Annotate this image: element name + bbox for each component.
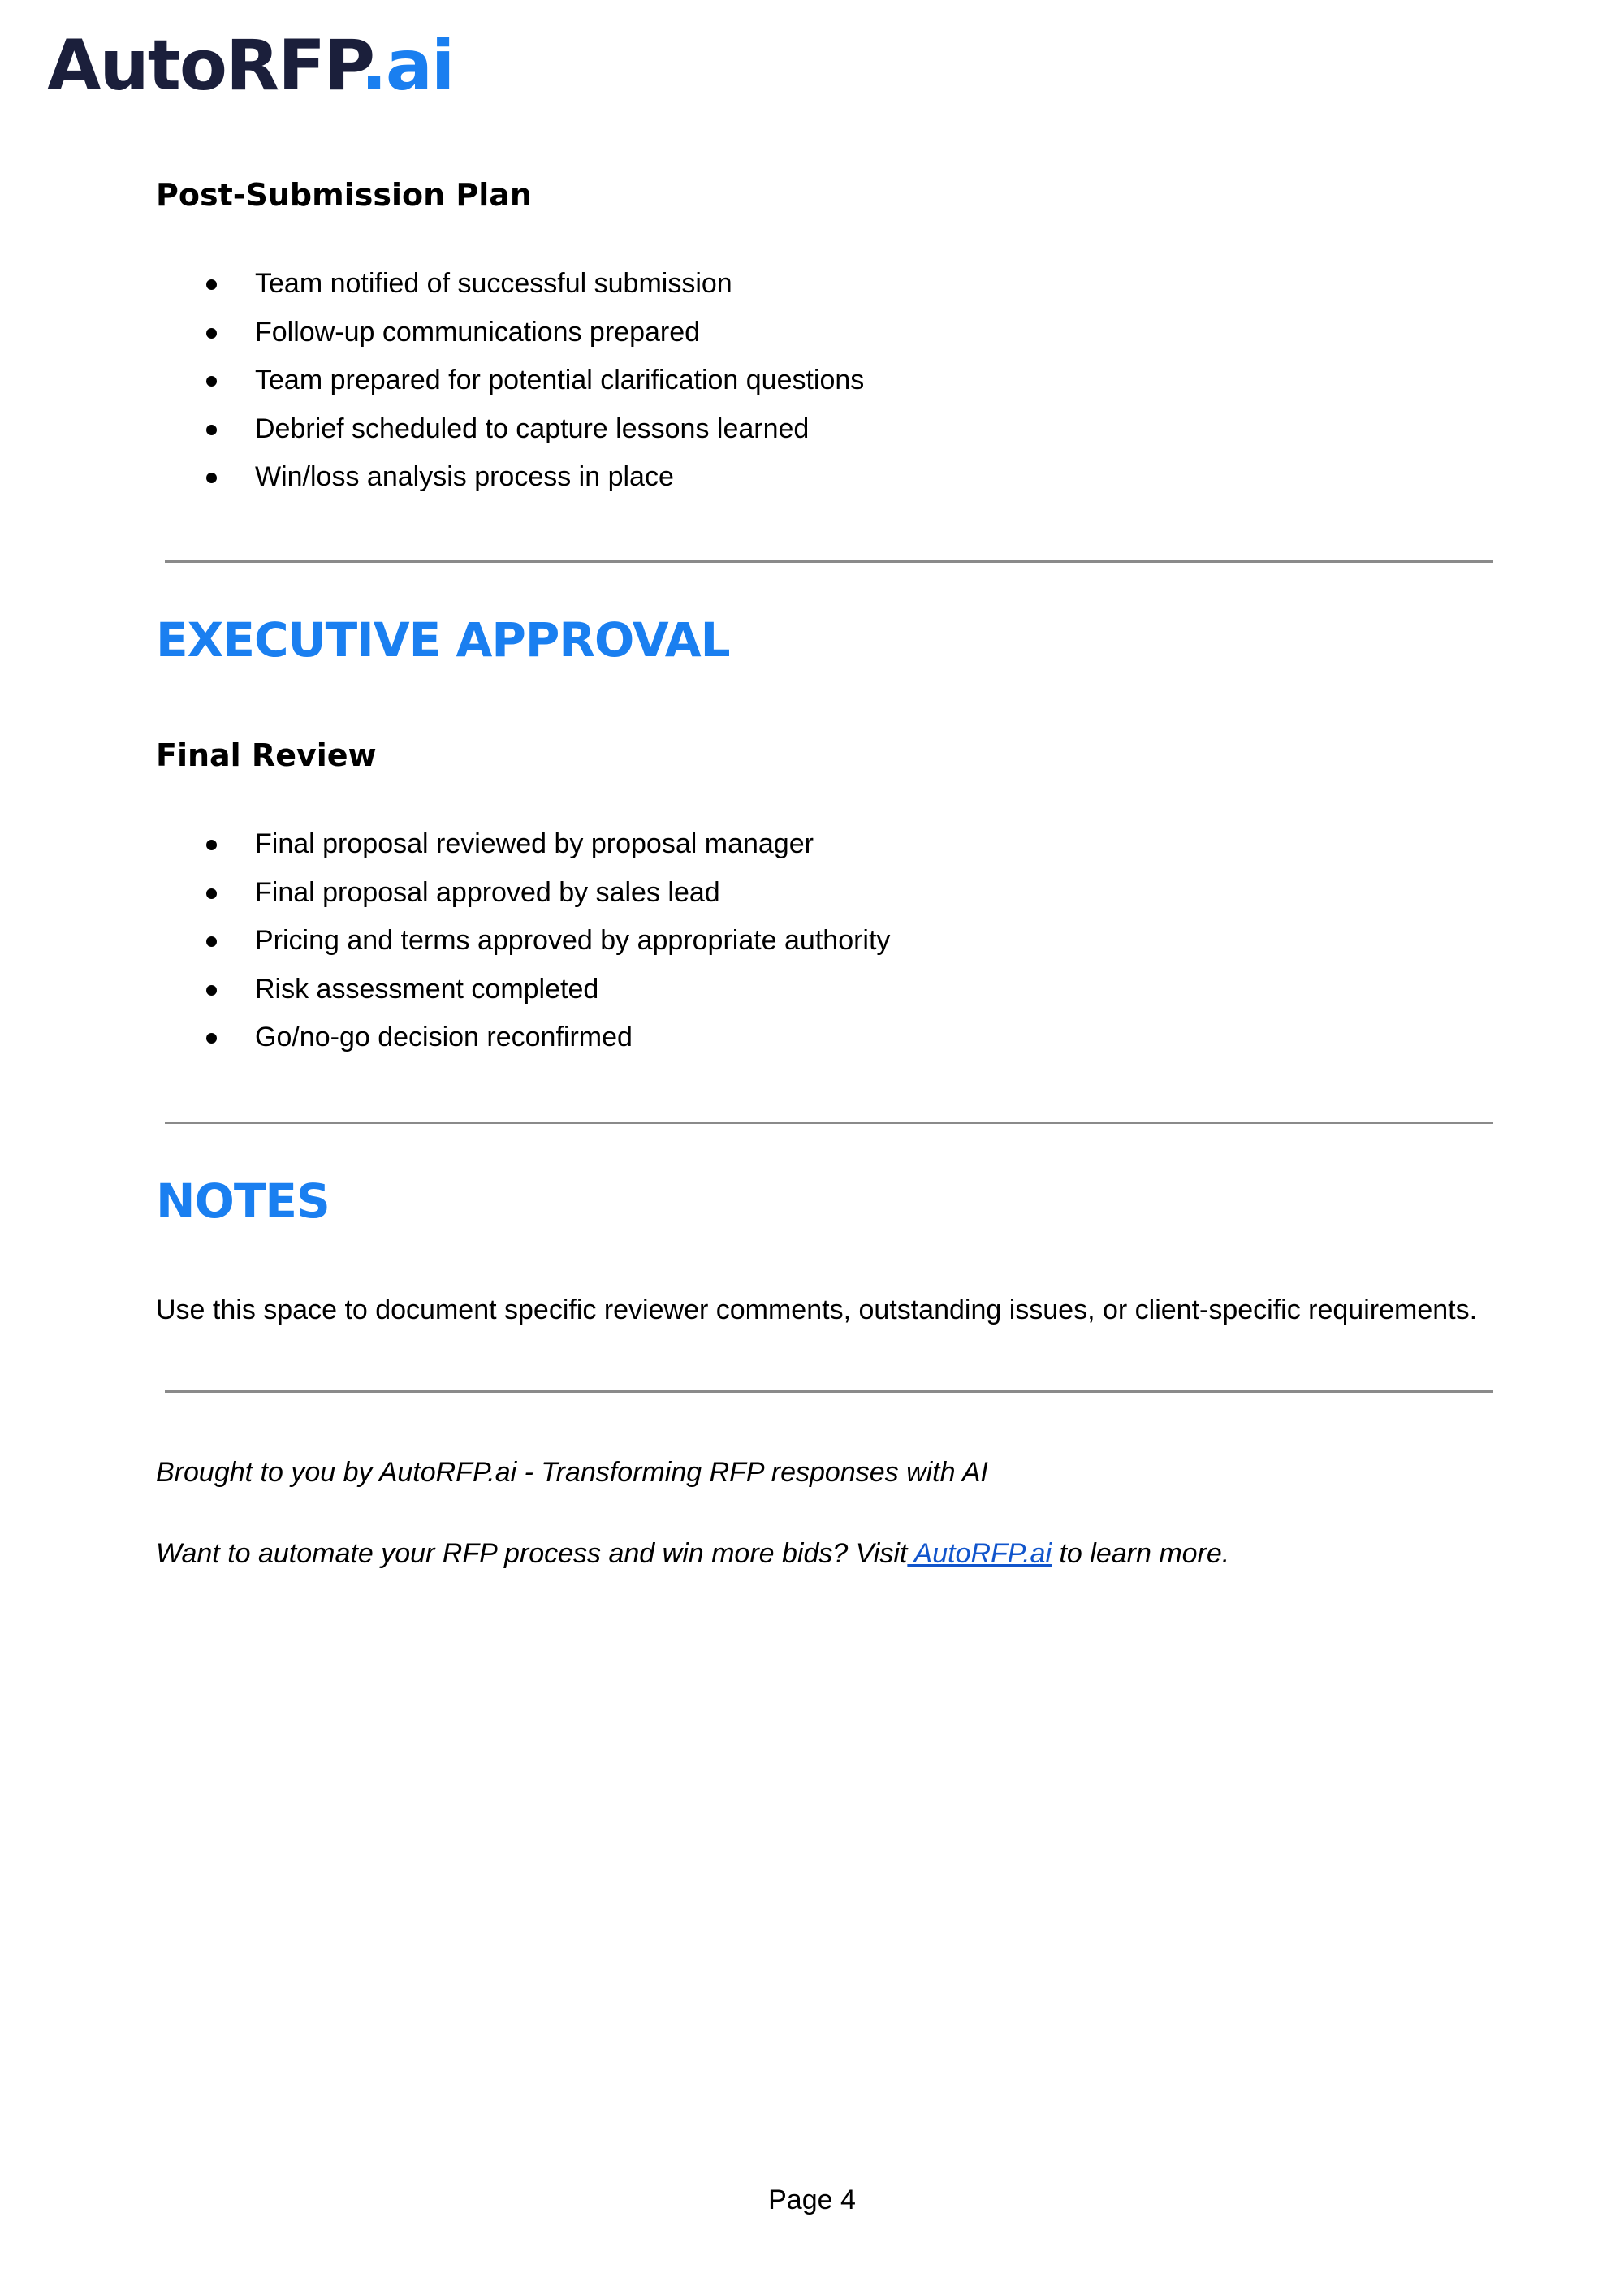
footer-tagline: Brought to you by AutoRFP.ai - Transforming RFP responses with AI [156,1457,988,1488]
list-item-text: Team notified of successful submission [255,268,732,299]
notes-body: Use this space to document specific reviewer comments, outstanding issues, or client-specific requirements. [156,1294,1478,1325]
bullet-dot [206,985,217,996]
list-item-text: Go/no-go decision reconfirmed [255,1022,633,1052]
footer-cta-suffix: to learn more. [1052,1538,1230,1569]
list-item-text: Follow-up communications prepared [255,316,701,348]
list-item-text: Pricing and terms approved by appropriate authority [255,925,891,956]
bullet-dot [206,473,217,483]
list-item [203,917,890,966]
footer-cta [156,1540,1229,1567]
list-item-text: Risk assessment completed [255,973,599,1005]
list-item [203,357,864,405]
list-item [203,966,890,1014]
notes-heading: NOTES [156,1173,330,1229]
final-review-list [203,820,890,1062]
bullet-dot [206,840,217,850]
list-item-text: Final proposal approved by sales lead [255,876,720,908]
list-item-text: Win/loss analysis process in place [255,461,674,492]
post-submission-list [203,260,864,502]
list-item [203,405,864,454]
bullet-dot [206,279,217,290]
list-item [203,820,890,869]
section-divider [165,1122,1493,1124]
autorfp-logo [47,25,454,106]
bullet-dot [206,376,217,387]
executive-approval-heading: EXECUTIVE APPROVAL [156,612,730,668]
list-item-text: Debrief scheduled to capture lessons learned [255,413,810,444]
page-number: Page 4 [768,2185,856,2215]
section-divider [165,560,1493,563]
bullet-dot [206,888,217,899]
list-item-text: Final proposal reviewed by proposal manager [255,828,814,859]
list-item [203,1014,890,1062]
section-divider [165,1390,1493,1393]
logo-main-text: AutoRFP [47,25,361,106]
list-item [203,869,890,918]
footer-cta-text: Want to automate your RFP process and win more bids? Visit [156,1538,908,1569]
final-review-heading: Final Review [156,737,377,773]
bullet-dot [206,936,217,947]
logo-accent-text: .ai [361,25,454,106]
list-item [203,309,864,357]
bullet-dot [206,328,217,339]
list-item [203,453,864,502]
bullet-dot [206,425,217,435]
bullet-dot [206,1033,217,1044]
post-submission-heading: Post-Submission Plan [156,177,532,213]
list-item-text: Team prepared for potential clarification questions [255,365,865,395]
list-item [203,260,864,309]
autorfp-link[interactable]: AutoRFP.ai [907,1538,1052,1569]
